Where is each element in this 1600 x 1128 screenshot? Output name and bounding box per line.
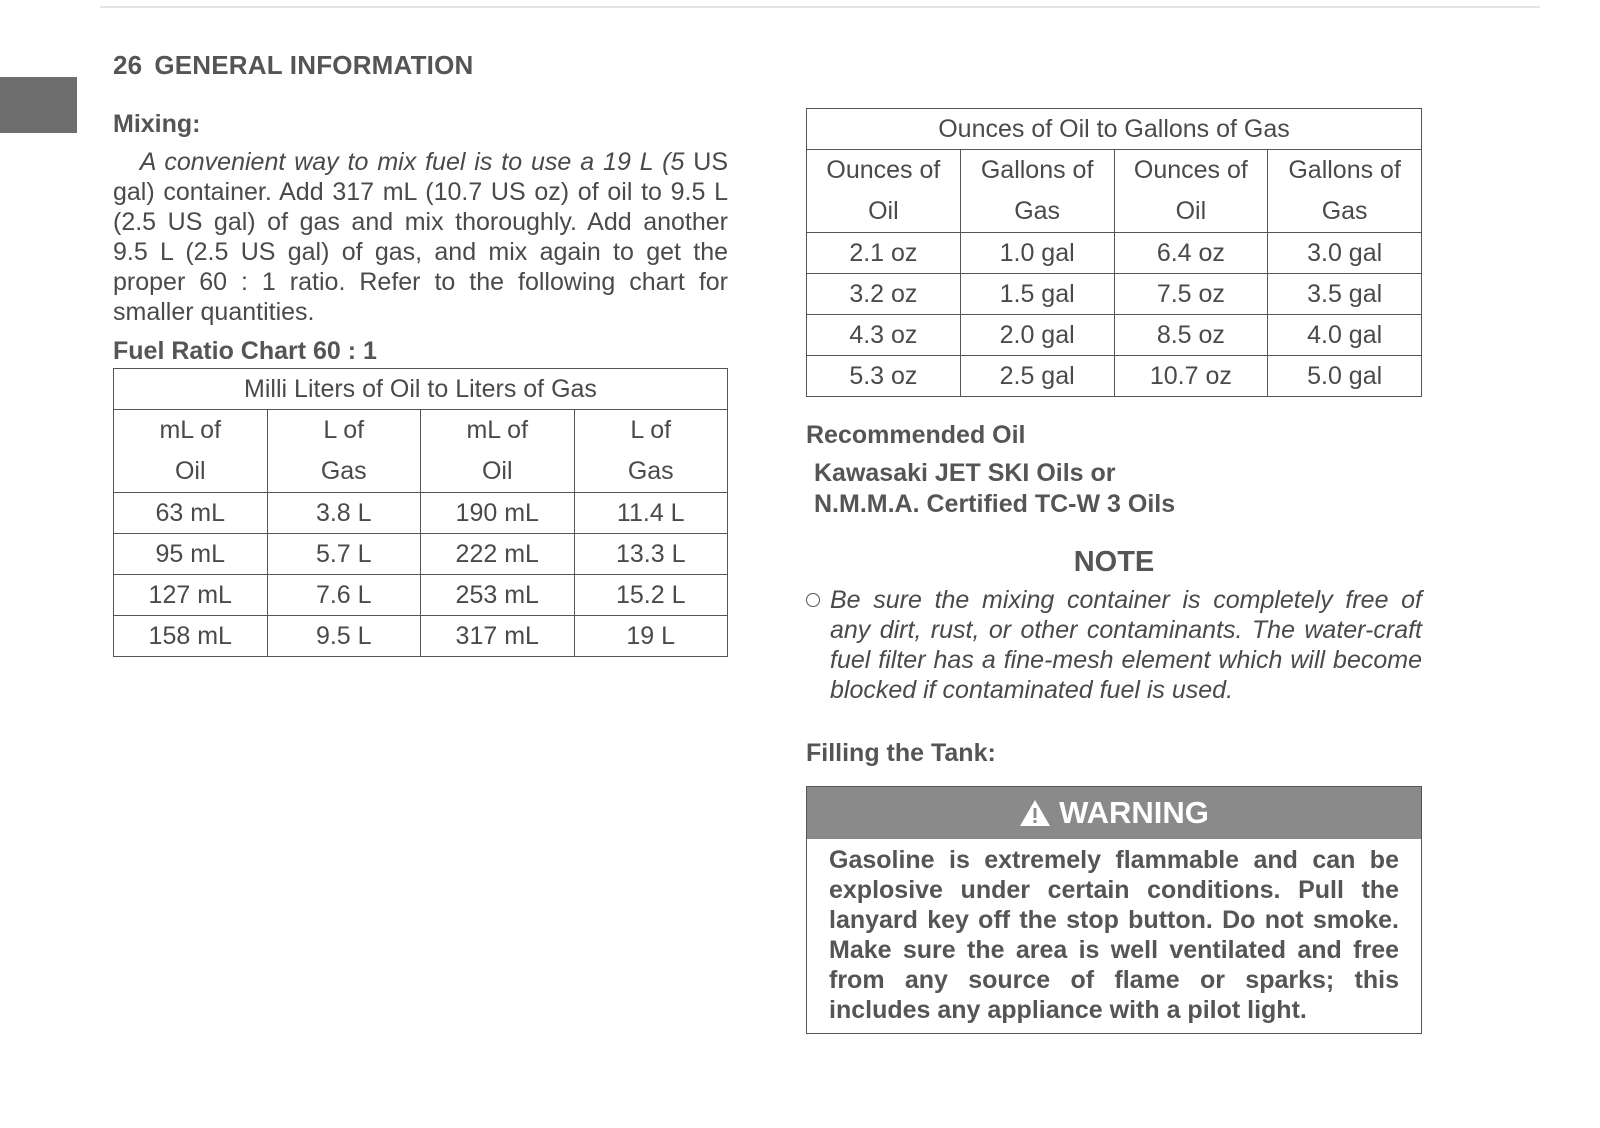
page-header — [113, 50, 474, 81]
recommended-oil-line-2: N.M.M.A. Certified TC-W 3 Oils — [814, 490, 1176, 518]
section-title: GENERAL INFORMATION — [154, 50, 474, 80]
table-cell: 158 mL — [114, 616, 268, 657]
warning-text: Gasoline is extremely flammable and can be explosive under certain conditions. Pull the lanyard key off the stop button. Do not smoke. Make sure the area is well ventilated and free from any source of flame or sparks; this includes any appliance with a pilot light. — [829, 846, 1399, 1024]
table-cell: 5.7 L — [267, 534, 421, 575]
metric-table-caption: Milli Liters of Oil to Liters of Gas — [114, 369, 728, 410]
table-cell: 3.8 L — [267, 493, 421, 534]
table-header-cell: Gallons of Gas — [960, 150, 1114, 233]
table-cell: 3.2 oz — [807, 274, 961, 315]
warning-label: WARNING — [1059, 795, 1209, 830]
table-cell: 7.6 L — [267, 575, 421, 616]
table-header-cell: Ounces of Oil — [807, 150, 961, 233]
table-cell: 63 mL — [114, 493, 268, 534]
table-cell: 2.0 gal — [960, 315, 1114, 356]
table-cell: 4.3 oz — [807, 315, 961, 356]
table-row — [114, 575, 728, 616]
table-row — [807, 274, 1422, 315]
table-cell: 127 mL — [114, 575, 268, 616]
table-cell: 1.0 gal — [960, 233, 1114, 274]
mixing-paragraph-rest: US gal) container. Add 317 mL (10.7 US oz) of oil to 9.5 L (2.5 US gal) of gas and mix thoroughly. Add another 9.5 L (2.5 US gal) of gas, and mix again to get the proper 60 : 1 ratio. Refer to the following chart for smaller quantities. — [113, 148, 728, 326]
table-cell: 3.5 gal — [1268, 274, 1422, 315]
table-cell: 5.0 gal — [1268, 356, 1422, 397]
circle-bullet-icon — [806, 593, 820, 607]
note-item — [806, 585, 1422, 705]
table-header-cell: L of Gas — [267, 410, 421, 493]
table-cell: 7.5 oz — [1114, 274, 1268, 315]
table-row — [114, 616, 728, 657]
table-cell: 190 mL — [421, 493, 575, 534]
table-cell: 10.7 oz — [1114, 356, 1268, 397]
filling-tank-title: Filling the Tank: — [806, 739, 996, 767]
table-header-cell: mL of Oil — [421, 410, 575, 493]
table-cell: 4.0 gal — [1268, 315, 1422, 356]
recommended-oil-title: Recommended Oil — [806, 421, 1026, 449]
note-title: NOTE — [1073, 546, 1155, 578]
table-cell: 19 L — [574, 616, 728, 657]
table-cell: 15.2 L — [574, 575, 728, 616]
table-cell: 9.5 L — [267, 616, 421, 657]
note-text: Be sure the mixing container is completely free of any dirt, rust, or other contaminants. The water-craft fuel filter has a fine-mesh element which will become blocked if contaminated fuel is used. — [830, 586, 1422, 704]
table-cell: 6.4 oz — [1114, 233, 1268, 274]
table-header-cell: mL of Oil — [114, 410, 268, 493]
table-header-cell: Ounces of Oil — [1114, 150, 1268, 233]
us-fuel-table — [806, 108, 1422, 397]
table-cell: 253 mL — [421, 575, 575, 616]
table-cell: 13.3 L — [574, 534, 728, 575]
table-row — [114, 493, 728, 534]
table-cell: 1.5 gal — [960, 274, 1114, 315]
left-column — [113, 110, 728, 657]
top-rule — [100, 6, 1540, 8]
table-cell: 95 mL — [114, 534, 268, 575]
table-row — [114, 534, 728, 575]
metric-fuel-table — [113, 368, 728, 657]
page-number: 26 — [113, 50, 143, 80]
table-row — [807, 315, 1422, 356]
warning-triangle-icon — [1019, 798, 1051, 828]
warning-header — [807, 787, 1421, 839]
table-cell: 317 mL — [421, 616, 575, 657]
warning-box — [806, 786, 1422, 1034]
table-row — [807, 356, 1422, 397]
right-column — [806, 108, 1422, 1034]
table-row — [807, 233, 1422, 274]
section-tab-marker — [0, 77, 77, 133]
table-cell: 3.0 gal — [1268, 233, 1422, 274]
table-cell: 8.5 oz — [1114, 315, 1268, 356]
fuel-ratio-chart-title: Fuel Ratio Chart 60 : 1 — [113, 337, 377, 365]
table-cell: 2.5 gal — [960, 356, 1114, 397]
table-cell: 2.1 oz — [807, 233, 961, 274]
table-cell: 5.3 oz — [807, 356, 961, 397]
mixing-title: Mixing: — [113, 110, 201, 138]
table-header-cell: Gallons of Gas — [1268, 150, 1422, 233]
table-cell: 222 mL — [421, 534, 575, 575]
table-header-cell: L of Gas — [574, 410, 728, 493]
mixing-paragraph — [113, 147, 728, 327]
us-table-caption: Ounces of Oil to Gallons of Gas — [807, 109, 1422, 150]
recommended-oil-line-1: Kawasaki JET SKI Oils or — [814, 459, 1116, 487]
mixing-paragraph-lead: A convenient way to mix fuel is to use a 19 L (5 — [139, 148, 685, 176]
table-cell: 11.4 L — [574, 493, 728, 534]
